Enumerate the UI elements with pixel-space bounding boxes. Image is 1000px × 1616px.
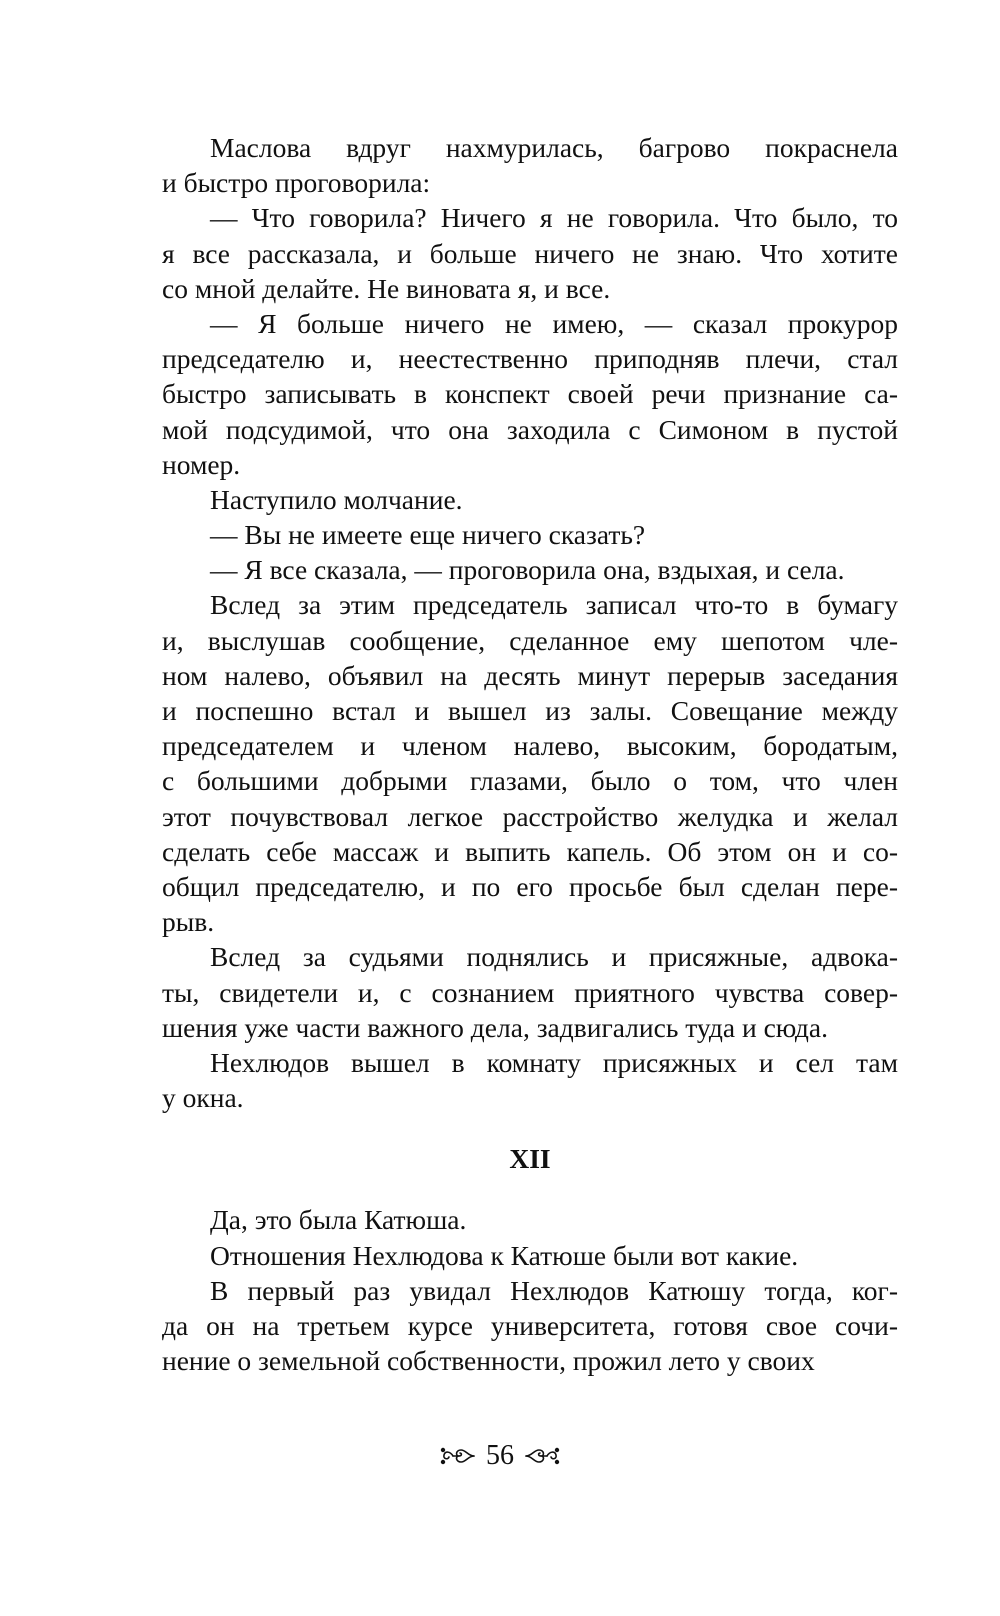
text-line: и, выслушав сообщение, сделанное ему шепотом чле- bbox=[162, 624, 898, 656]
text-line: ты, свидетели и, с сознанием приятного чувства совер- bbox=[162, 976, 898, 1008]
text-line: ном налево, объявил на десять минут перерыв заседания bbox=[162, 659, 898, 691]
text-line: я все рассказала, и больше ничего не знаю. Что хотите bbox=[162, 237, 898, 269]
paragraph bbox=[162, 939, 898, 1045]
text-line: Наступило молчание. bbox=[210, 483, 463, 515]
text-block-chapter bbox=[162, 1202, 898, 1378]
paragraph bbox=[162, 1045, 898, 1115]
text-line: да он на третьем курсе университета, готовя свое сочи- bbox=[162, 1310, 898, 1341]
text-line: номер. bbox=[162, 448, 241, 480]
paragraph bbox=[162, 1202, 898, 1237]
text-line: этот почувствовал легкое расстройство желудка и желал bbox=[162, 800, 898, 832]
text-line: у окна. bbox=[162, 1082, 244, 1114]
text-line: с большими добрыми глазами, было о том, что член bbox=[162, 765, 898, 797]
text-line: Вслед за этим председатель записал что-то в бумагу bbox=[210, 589, 898, 621]
text-line: — Я все сказала, — проговорила она, вздыхая, и села. bbox=[210, 554, 845, 586]
text-block-main bbox=[162, 130, 898, 1115]
text-line: Да, это была Катюша. bbox=[210, 1204, 467, 1236]
text-line: быстро записывать в конспект своей речи признание са- bbox=[162, 378, 898, 410]
text-line: Вслед за судьями поднялись и присяжные, адвока- bbox=[210, 941, 898, 973]
paragraph bbox=[162, 306, 898, 482]
text-line: — Я больше ничего не имею, — сказал прокурор bbox=[210, 307, 898, 339]
paragraph bbox=[162, 1273, 898, 1379]
page-number: 56 bbox=[486, 1440, 514, 1471]
text-line: мой подсудимой, что она заходила с Симоном в пустой bbox=[162, 413, 898, 445]
paragraph bbox=[162, 130, 898, 200]
text-line: сделать себе массаж и выпить капель. Об этом он и со- bbox=[162, 835, 898, 867]
page-body bbox=[162, 130, 898, 1378]
text-line: Отношения Нехлюдова к Катюше были вот какие. bbox=[210, 1239, 799, 1271]
paragraph bbox=[162, 200, 898, 306]
text-line: шения уже части важного дела, задвигались туда и сюда. bbox=[162, 1011, 829, 1043]
text-line: Маслова вдруг нахмурилась, багрово покраснела bbox=[210, 132, 898, 163]
paragraph bbox=[162, 552, 898, 587]
text-line: и быстро проговорила: bbox=[162, 167, 431, 199]
text-line: общил председателю, и по его просьбе был сделан пере- bbox=[162, 870, 898, 902]
text-line: Нехлюдов вышел в комнату присяжных и сел там bbox=[210, 1046, 898, 1078]
flourish-ornament-icon bbox=[524, 1445, 560, 1467]
paragraph bbox=[162, 482, 898, 517]
text-line: нение о земельной собственности, прожил лето у своих bbox=[162, 1345, 815, 1377]
paragraph bbox=[162, 587, 898, 939]
paragraph bbox=[162, 1238, 898, 1273]
text-line: председателю и, неестественно приподняв плечи, стал bbox=[162, 343, 898, 375]
text-line: со мной делайте. Не виновата я, и все. bbox=[162, 272, 611, 304]
page-footer bbox=[0, 1440, 1000, 1472]
text-line: рыв. bbox=[162, 906, 215, 938]
paragraph bbox=[162, 517, 898, 552]
chapter-heading: XII bbox=[509, 1143, 551, 1175]
text-line: и поспешно встал и вышел из залы. Совещание между bbox=[162, 695, 898, 726]
text-line: — Что говорила? Ничего я не говорила. Что было, то bbox=[210, 202, 898, 234]
text-line: председателем и членом налево, высоким, бородатым, bbox=[162, 730, 898, 762]
text-line: — Вы не имеете еще ничего сказать? bbox=[210, 519, 646, 551]
flourish-ornament-icon bbox=[440, 1445, 476, 1467]
text-line: В первый раз увидал Нехлюдов Катюшу тогда, ког- bbox=[210, 1274, 898, 1306]
